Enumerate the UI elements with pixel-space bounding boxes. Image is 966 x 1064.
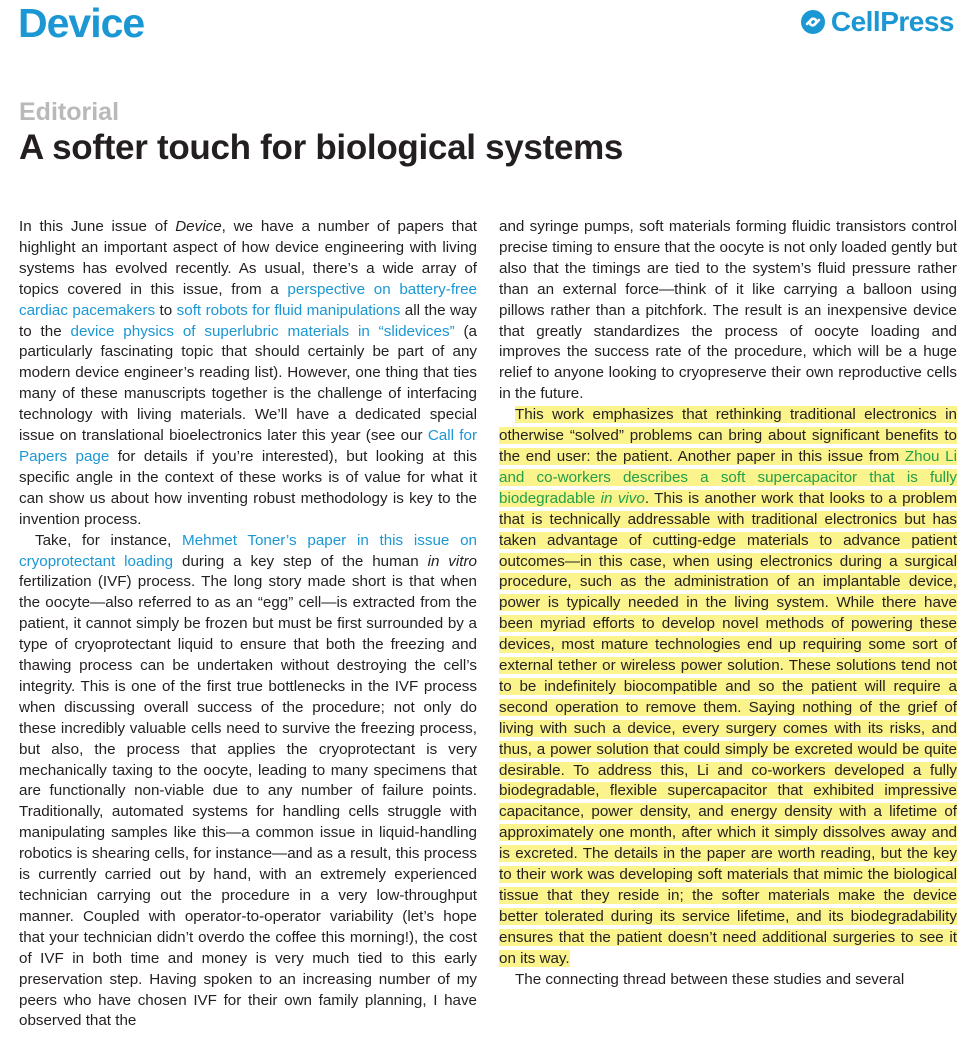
link-soft-robots[interactable]: soft robots for fluid manipulations <box>176 301 401 319</box>
link-pacemakers[interactable]: perspective on battery-free cardiac pacemakers <box>19 280 477 319</box>
journal-italic: Device <box>175 218 222 235</box>
link-zhou-li[interactable]: Zhou Li and co-workers describes a soft supercapacitor that is fully biodegradable in vivo <box>499 447 957 507</box>
link-call-for-papers[interactable]: Call for Papers page <box>19 427 478 465</box>
article-title: A softer touch for biological systems <box>19 128 624 167</box>
journal-name: Device <box>18 0 145 46</box>
paragraph: In this June issue of Device, we have a number of papers that highlight an important aspect of how device engineering with living systems has evolved recently. As usual, there’s a wide array of topics covered in this issue, from a perspective on battery-free cardiac pacemakers to soft robots for fluid manipulations all the way to the device physics of superlubric materials in “slidevices” (a particularly fascinating topic that should certainly be part of any modern device engineer’s reading list). However, one thing that ties many of these manuscripts together is the challenge of interfacing technology with living materials. We’ll have a dedicated special issue on translational bioelectronics later this year (see our Call for Papers page for details if you’re interested), but looking at this specific angle in the context of these works is of value for what it can show us about how inventing robust methodology is key to the invention process. <box>19 218 478 528</box>
left-column <box>19 217 477 1032</box>
cellpress-logo-icon <box>800 9 826 35</box>
section-label: Editorial <box>19 98 120 126</box>
publisher-logo[interactable] <box>800 6 954 38</box>
link-toner-paper[interactable]: Mehmet Toner’s paper in this issue on cryoprotectant loading <box>19 531 477 570</box>
paragraph: and syringe pumps, soft materials forming fluidic transistors control precise timing to ensure that the oocyte is not only loaded gently but also that the timings are tied to the system’s fluid pressure rather than an external force—think of it like carrying a balloon using pillows rather than a pitchfork. The result is an inexpensive device that greatly standardizes the process of oocyte loading and improves the success rate of the procedure, which will be a huge relief to anyone looking to cryopreserve their own reproductive cells in the future. <box>499 218 957 403</box>
link-superlubric[interactable]: device physics of superlubric materials in “slidevices” <box>70 322 455 340</box>
publisher-name: CellPress <box>830 6 954 37</box>
right-column <box>499 217 957 991</box>
highlighted-paragraph: This work emphasizes that rethinking traditional electronics in otherwise “solved” problems can bring about significant benefits to the end user: the patient. Another paper in this issue from Zhou Li and co-workers describes a soft supercapacitor that is fully biodegradable in vivo. This is another work that looks to a problem that is technically addressable with traditional electronics but has taken advantage of cutting-edge materials to advance patient outcomes—in this case, when using electronics during a surgical procedure, such as the administration of an implantable device, power is typically needed in the living system. While there have been myriad efforts to develop novel methods of powering these devices, most mature technologies end up requiring some sort of external tether or wireless power solution. These solutions tend not to be indefinitely biocompatible and so the patient will require a second operation to remove them. Saying nothing of the grief of living with such a device, every surgery comes with its risks, and thus, a power solution that could simply be excreted would be quite desirable. To address this, Li and co-workers developed a fully biodegradable, flexible supercapacitor that exhibited impressive capacitance, power density, and energy density with a lifetime of approximately one month, after which it simply dissolves away and is excreted. The details in the paper are worth reading, but the key to their work was developing soft materials that mimic the biological tissue that they reside in; the softer materials make the device better tolerated during its service lifetime, and its biodegradability ensures that the patient doesn’t need additional surgeries to see it on its way. <box>499 406 957 967</box>
paragraph: The connecting thread between these studies and several <box>515 970 905 988</box>
paragraph: Take, for instance, Mehmet Toner’s paper in this issue on cryoprotectant loading during a key step of the human in vitro fertilization (IVF) process. The long story made short is that when the oocyte—also referred to as an “egg” cell—is extracted from the patient, it cannot simply be frozen but must be first surrounded by a type of cryoprotectant liquid to ensure that both the freezing and thawing process can be undertaken without destroying the cell’s integrity. This is one of the first true bottlenecks in the IVF process when discussing overall success of the procedure; not only do these incredibly valuable cells need to survive the freezing process, but also, the process that applies the cryoprotectant is very mechanically taxing to the oocyte, leading to many specimens that are functionally non-viable due to any number of failure points. Traditionally, automated systems for handling cells struggle with manipulating samples like this—a common issue in liquid-handling robotics is shearing cells, for instance—and as a result, this process is currently carried out by hand, with an extremely experienced technician carrying out the procedure in a very low-throughput manner. Coupled with operator-to-operator variability (let’s hope that your technician didn’t overdo the coffee this morning!), the cost of IVF in both time and money is very much tied to this early preservation step. Having spoken to an increasing number of my peers who have chosen IVF for their own family planning, I have observed that the <box>19 531 477 1030</box>
